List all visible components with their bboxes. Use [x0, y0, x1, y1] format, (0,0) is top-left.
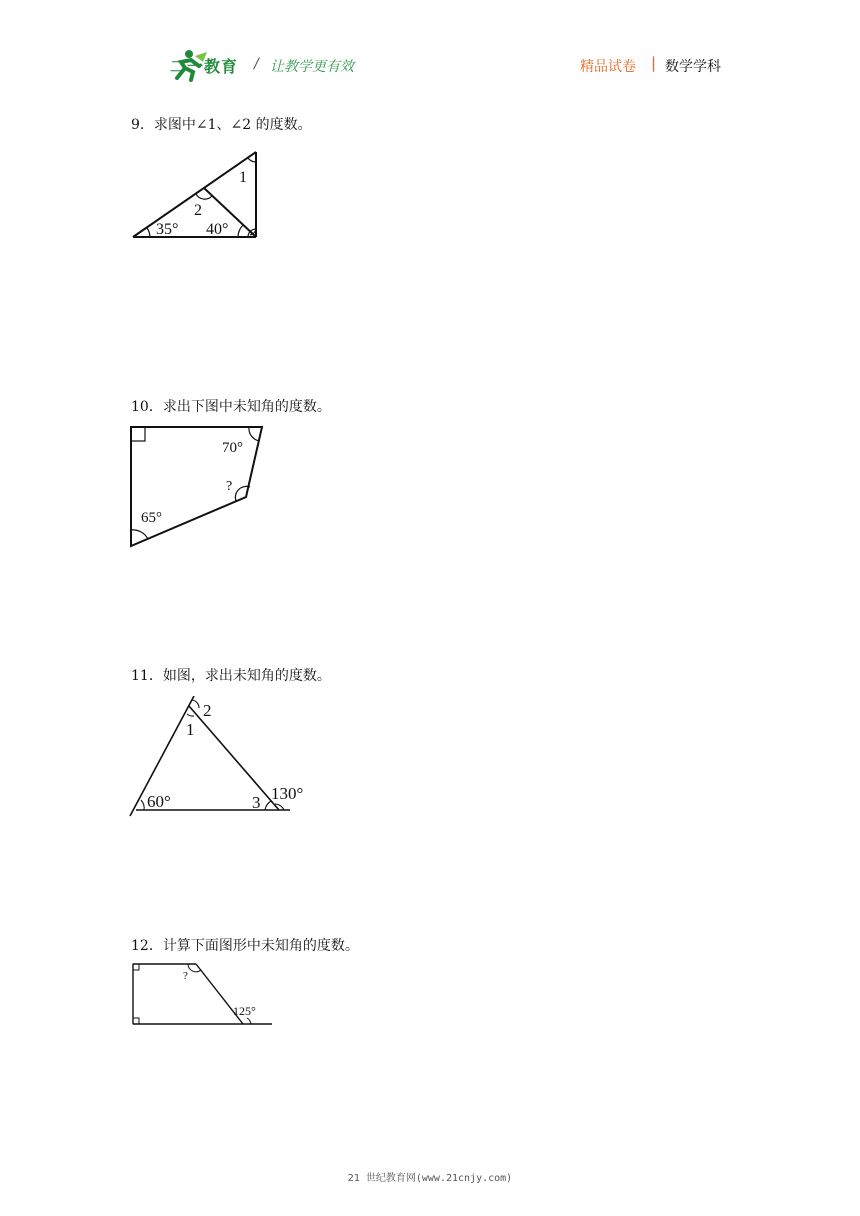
- angle-label: 60°: [147, 792, 171, 811]
- angle-label: 3: [252, 793, 261, 812]
- question-9: [131, 114, 312, 134]
- question-number: 11．: [131, 668, 163, 684]
- question-10: [131, 396, 331, 416]
- figure-q9: [130, 148, 262, 242]
- angle-label: 35°: [156, 221, 179, 238]
- header-tag-exam: 精品试卷: [580, 59, 636, 75]
- angle-label: 130°: [271, 784, 304, 803]
- question-number: 9．: [131, 117, 154, 133]
- question-text: 求出下图中未知角的度数。: [162, 399, 331, 415]
- angle-label: 40°: [206, 221, 229, 238]
- figure-q12: [130, 960, 276, 1028]
- angle-label: 125°: [233, 1004, 256, 1018]
- slogan: 让教学更有效: [270, 59, 354, 75]
- question-11: [131, 665, 331, 685]
- figure-q11: [128, 696, 314, 820]
- angle-label: 1: [186, 720, 195, 739]
- angle-label: 2: [203, 701, 212, 720]
- page-header: [0, 0, 860, 100]
- question-12: [131, 935, 359, 955]
- brand-name: 二一教育: [170, 57, 239, 76]
- question-number: 10．: [131, 399, 163, 415]
- header-divider: |: [651, 54, 657, 72]
- angle-label: 65°: [141, 510, 162, 526]
- question-text: 计算下面图形中未知角的度数。: [162, 938, 359, 954]
- angle-label: 1: [239, 169, 247, 186]
- question-number: 12．: [131, 938, 163, 954]
- angle-label: 70°: [222, 440, 243, 456]
- question-text: 如图，求出未知角的度数。: [162, 668, 331, 684]
- slogan-separator: /: [254, 56, 259, 72]
- angle-label: ?: [226, 479, 233, 494]
- figure-q10: [128, 424, 266, 550]
- angle-label: 2: [194, 202, 202, 219]
- question-text: 求图中∠1、∠2 的度数。: [153, 117, 312, 133]
- angle-label: ?: [183, 970, 188, 982]
- page-footer: 21 世纪教育网(www.21cnjy.com): [347, 1173, 513, 1184]
- header-tag-subject: 数学学科: [665, 59, 721, 75]
